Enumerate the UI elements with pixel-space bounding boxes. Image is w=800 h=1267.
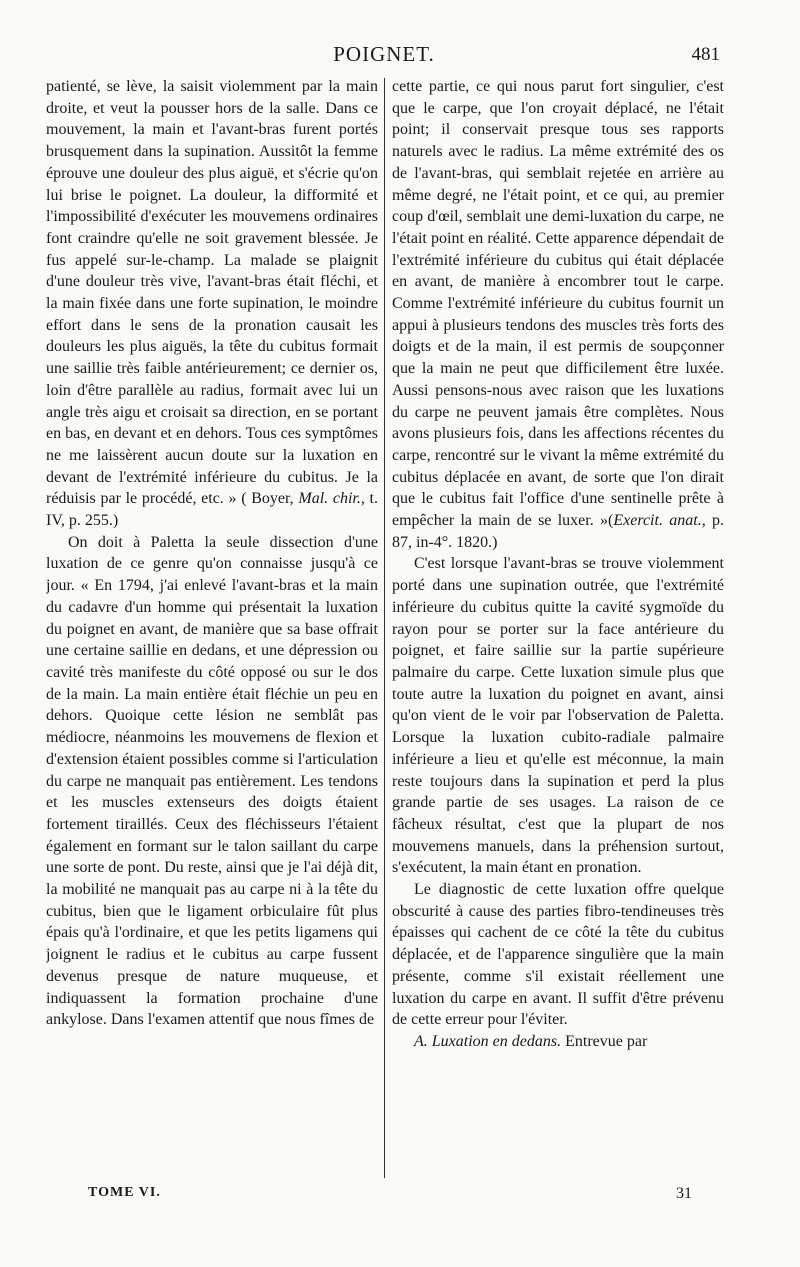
citation-mal-chir: Mal. chir. — [298, 490, 361, 508]
right-paragraph-4 — [392, 1031, 724, 1053]
page-footer — [88, 1185, 692, 1209]
left-paragraph-1 — [46, 76, 378, 532]
signature-mark: 31 — [676, 1185, 692, 1202]
page-header — [48, 42, 720, 76]
right-paragraph-3: Le diagnostic de cette luxation offre quelque obscurité à cause des parties fibro-tendineuses très épaisses qui cachent de ce côté la tête du cubitus déplacée, et de l'apparence singulière que la main présente, comme s'il existait réellement une luxation du carpe en avant. Il suffit d'être prévenu de cette erreur pour l'éviter. — [392, 881, 724, 1029]
running-title: POIGNET. — [333, 42, 435, 66]
right-paragraph-1 — [392, 76, 724, 553]
citation-ref: , t. IV, p. 255.) — [46, 490, 378, 530]
left-column — [46, 76, 378, 1184]
tome-label: TOME VI. — [88, 1185, 161, 1200]
citation-ref-2: , p. 87, in-4°. 1820.) — [392, 512, 724, 551]
left-paragraph-2: On doit à Paletta la seule dissection d'une luxation de ce genre qu'on connaisse jusqu'à ce jour. « En 1794, j'ai enlevé l'avant-bras et la main du cadavre d'un homme qui présentait la luxation du poignet en avant, de manière que sa base offrait une certaine saillie en dedans, et une dépression ou cavité très manifeste du côté opposé ou sur le dos de la main. La main entière était fléchie un peu en dehors. Quoique cette lésion ne semblât pas médiocre, néanmoins les mouvemens de flexion et d'extension étaient possibles comme si l'articulation du carpe ne manquait pas entièrement. Les tendons et les muscles extenseurs des doigts étaient fortement tiraillés. Ceux des fléchisseurs l'étaient également en formant sur le talon saillant du carpe une sorte de pont. Du reste, ainsi que je l'ai déjà dit, la mobilité ne manquait pas au carpe ni à la tête du cubitus, bien que le ligament orbiculaire fût plus épais qu'à l'ordinaire, et que les petits ligamens qui joignent le radius et le cubitus au carpe fussent devenus presque de nature muqueuse, et indiquassent la formation prochaine d'une ankylose. Dans l'examen attentif que nous fîmes de — [46, 533, 378, 1029]
left-paragraph-1-text: patienté, se lève, la saisit violemment par la main droite, et veut la pousser hors de la salle. Dans ce mouvement, la main et l'avant-bras furent portés brusquement dans la supination. Aussitôt la femme éprouve une douleur des plus aiguë, et s'écrie qu'on lui brise le poignet. La douleur, la difformité et l'impossibilité d'exécuter les mouvemens ordinaires font craindre qu'elle ne soit gravement blessée. Je fus appelé sur-le-champ. La malade se plaignit d'une douleur très vive, l'avant-bras était fléchi, et la main fixée dans une forte supination, le moindre effort dans le sens de la pronation causait les douleurs les plus aiguës, la tête du cubitus formait une saillie très faible antérieurement; ce dernier os, loin d'être parallèle au radius, formait avec lui un angle très aigu et croisait sa direction, en se portant en bas, en devant et en dehors. Tous ces symptômes ne me laissèrent aucun doute sur la luxation en devant de l'extrémité inférieure du cubitus. Je la réduisis par le procédé, etc. » ( Boyer, — [46, 78, 378, 508]
right-paragraph-2: C'est lorsque l'avant-bras se trouve violemment porté dans une supination outrée, que l'extrémité inférieure du cubitus quitte la cavité sygmoïde du rayon pour se porter sur la face antérieure du poignet, et faire saillie sur la partie supérieure palmaire du carpe. Cette luxation simule plus que toute autre la luxation du poignet en avant, ainsi qu'on vient de le voir par l'observation de Paletta. Lorsque la luxation cubito-radiale palmaire inférieure a lieu et qu'elle est méconnue, la main reste toujours dans la supination et perd la plus grande partie de ses usages. La raison de ce fâcheux résultat, c'est que la plupart de nos mouvemens manuels, dans la préhension surtout, s'exécutent, la main étant en pronation. — [392, 555, 724, 877]
right-paragraph-1-text: cette partie, ce qui nous parut fort singulier, c'est que le carpe, que l'on croyait déplacé, ne l'était point; il conservait presque tous ses rapports naturels avec le radius. La même extrémité des os de l'avant-bras, qui semblait rejetée en arrière au même degré, ne l'était point, et ce qui, au premier coup d'œil, semblait une demi-luxation du carpe, ne l'était point en réalité. Cette apparence dépendait de l'extrémité inférieure du cubitus qui était déplacée en avant, de manière à encombrer tout le carpe. Comme l'extrémité inférieure du cubitus fournit un appui à plusieurs tendons des muscles très forts des doigts et de la main, il est permis de soupçonner que la main ne peut que difficilement être luxée. Aussi pensons-nous avec raison que les luxations du carpe ne peuvent jamais être complètes. Nous avons plusieurs fois, dans les affections récentes du carpe, rencontré sur le vivant la même extrémité du cubitus déplacée en avant, de sorte que l'on dirait que le cubitus fait l'office d'une sentinelle prête à empêcher la main de se luxer. »( — [392, 78, 724, 530]
right-column — [392, 76, 724, 1184]
citation-exercit-anat: Exercit. anat. — [613, 512, 702, 530]
right-paragraph-4-text: Entrevue par — [561, 1032, 648, 1050]
page-number: 481 — [691, 44, 720, 65]
section-heading-luxation-en-dedans: A. Luxation en dedans. — [414, 1032, 562, 1050]
text-columns — [46, 76, 724, 1184]
